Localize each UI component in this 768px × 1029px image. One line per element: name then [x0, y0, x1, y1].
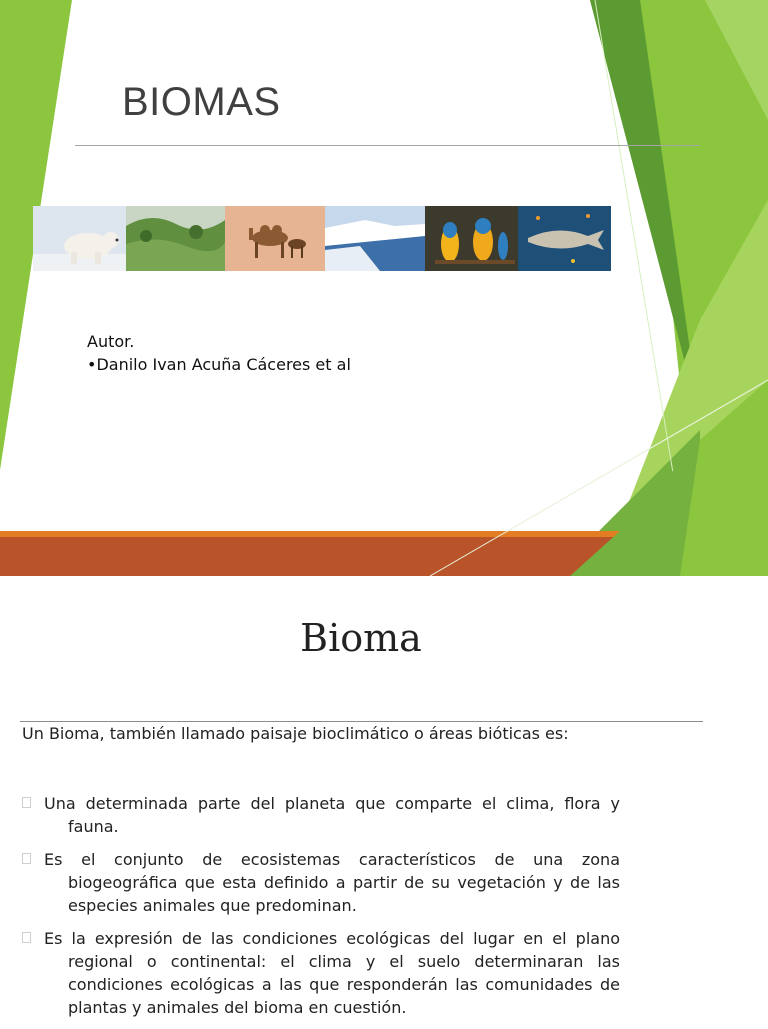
slide-title: BIOMAS	[122, 80, 281, 124]
macaws-photo	[425, 206, 518, 271]
title-rule	[20, 721, 703, 722]
camels-desert-photo	[225, 206, 325, 271]
author-name: •Danilo Ivan Acuña Cáceres et al	[87, 355, 351, 374]
green-hills-photo	[126, 206, 225, 271]
list-item	[20, 792, 620, 838]
list-item	[20, 927, 620, 1019]
bullet-icon	[22, 797, 31, 808]
author-block	[87, 330, 351, 376]
iceberg-sea-photo	[325, 206, 425, 271]
list-item	[20, 848, 620, 917]
biome-photo-strip	[33, 206, 611, 271]
footer-band-rust	[0, 537, 768, 576]
bullet-icon	[22, 853, 31, 864]
bullet-list	[20, 792, 620, 1029]
shark-reef-photo	[518, 206, 611, 271]
slide-title: Bioma	[300, 616, 422, 660]
bullet-icon	[22, 932, 31, 943]
content-slide	[0, 576, 768, 1024]
author-label: Autor.	[87, 332, 135, 351]
intro-text: Un Bioma, también llamado paisaje bioclimático o áreas bióticas es:	[22, 724, 569, 743]
title-rule	[75, 145, 700, 146]
polar-bear-photo	[33, 206, 126, 271]
bullet-text: Es la expresión de las condiciones ecológicas del lugar en el plano regional o continental: el clima y el suelo determinaran las condiciones ecológicas a las que responderán las comunidades de plantas y animales del bioma en cuestión.	[44, 929, 620, 1017]
bullet-text: Una determinada parte del planeta que comparte el clima, flora y fauna.	[44, 794, 620, 836]
bullet-text: Es el conjunto de ecosistemas característicos de una zona biogeográfica que esta definido a partir de su vegetación y de las especies animales que predominan.	[44, 850, 620, 915]
